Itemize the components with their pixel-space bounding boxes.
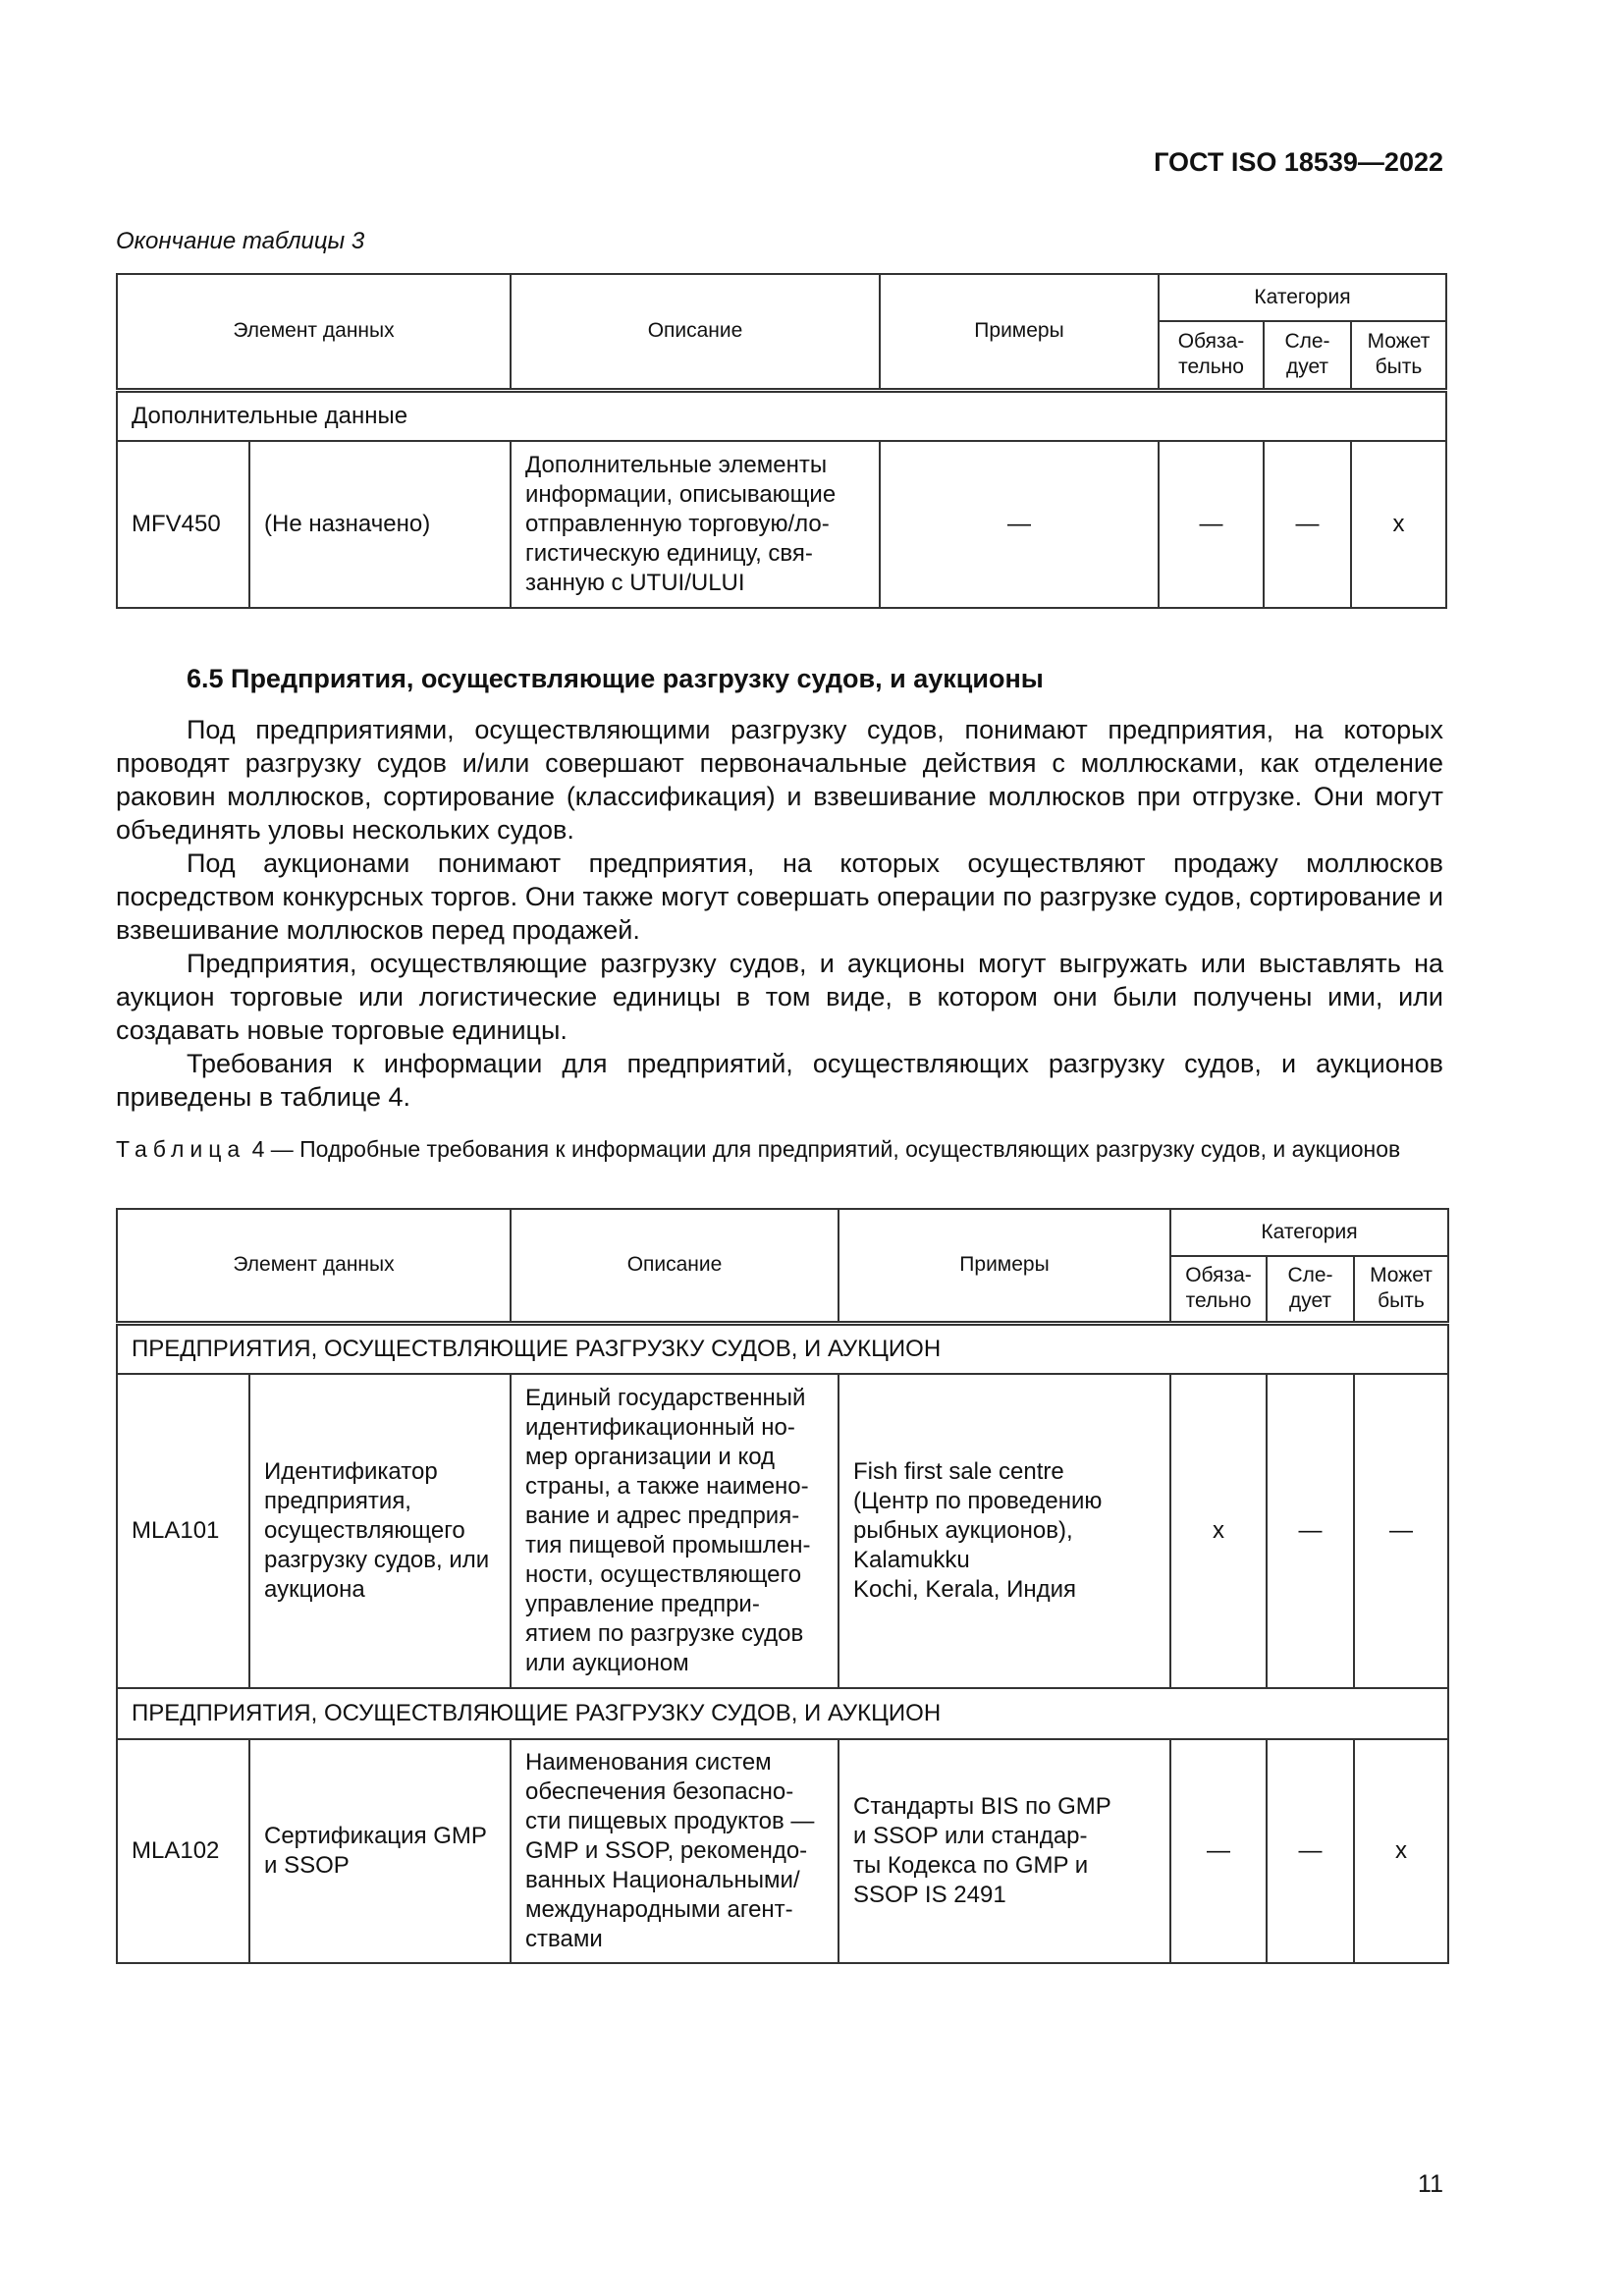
document-header-code: ГОСТ ISO 18539—2022: [1154, 147, 1443, 177]
table4-header-examples: Примеры: [839, 1209, 1170, 1323]
table4-caption-label: Таблица: [116, 1136, 246, 1162]
table-row: [117, 1739, 1448, 1963]
row-description: Дополнительные элементы информации, описывающие отправленную торговую/ло- гистическую единицу, свя- занную с UTUI/ULUI: [511, 441, 880, 608]
row-examples: Fish first sale centre (Центр по проведению рыбных аукционов), Kalamukku Kochi, Kerala, Индия: [839, 1374, 1170, 1688]
row-code: MLA101: [117, 1374, 249, 1688]
row-may: —: [1354, 1374, 1448, 1688]
row-examples: —: [880, 441, 1159, 608]
paragraph: Под предприятиями, осуществляющими разгрузку судов, понимают предприятия, на которых проводят разгрузку судов и/или совершают первоначальные действия с моллюсками, как отделение раковин моллюсков, сортирование (классификация) и взвешивание моллюсков при отгрузке. Они могут объединять уловы нескольких судов.: [116, 715, 1443, 845]
row-name: (Не назначено): [249, 441, 511, 608]
table3-section-label: Дополнительные данные: [117, 390, 1446, 441]
row-description: Единый государственный идентификационный но- мер организации и код страны, а также наимено- вание и адрес предприя- тия пищевой промышлен- ности, осуществляющего управление предпри- ятием по разгрузке судов или аукционом: [511, 1374, 839, 1688]
table4-section-label: ПРЕДПРИЯТИЯ, ОСУЩЕСТВЛЯЮЩИЕ РАЗГРУЗКУ СУДОВ, И АУКЦИОН: [117, 1323, 1448, 1374]
table3-caption: Окончание таблицы 3: [116, 228, 365, 254]
table3-header-element: Элемент данных: [117, 274, 511, 390]
row-should: —: [1267, 1374, 1354, 1688]
table4-section-label: ПРЕДПРИЯТИЯ, ОСУЩЕСТВЛЯЮЩИЕ РАЗГРУЗКУ СУДОВ, И АУКЦИОН: [117, 1688, 1448, 1739]
table3-header-should: Сле- дует: [1264, 321, 1351, 390]
table3-header-may: Может быть: [1351, 321, 1446, 390]
table4-header-should: Сле- дует: [1267, 1256, 1354, 1323]
row-may: x: [1354, 1739, 1448, 1963]
paragraph: Под аукционами понимают предприятия, на которых осуществляют продажу моллюсков посредством конкурсных торгов. Они также могут совершать операции по разгрузке судов, сортирование и взвешивание моллюсков перед продажей.: [116, 848, 1443, 945]
page-number: 11: [1418, 2170, 1443, 2198]
table4-caption: [116, 1135, 1443, 1163]
row-description: Наименования систем обеспечения безопасно- сти пищевых продуктов — GMP и SSOP, рекомендо- ванных Национальными/ международными агент- ствами: [511, 1739, 839, 1963]
row-code: MLA102: [117, 1739, 249, 1963]
table-row: [117, 1374, 1448, 1688]
table3-header-description: Описание: [511, 274, 880, 390]
row-mandatory: —: [1170, 1739, 1267, 1963]
row-examples: Стандарты BIS по GMP и SSOP или стандар- ты Кодекса по GMP и SSOP IS 2491: [839, 1739, 1170, 1963]
row-name: Идентификатор предприятия, осуществляющего разгрузку судов, или аукциона: [249, 1374, 511, 1688]
row-should: —: [1264, 441, 1351, 608]
table4-header-mandatory: Обяза- тельно: [1170, 1256, 1267, 1323]
section-title: 6.5 Предприятия, осуществляющие разгрузку судов, и аукционы: [187, 664, 1044, 693]
row-name: Сертификация GMP и SSOP: [249, 1739, 511, 1963]
table4-header-may: Может быть: [1354, 1256, 1448, 1323]
row-mandatory: —: [1159, 441, 1264, 608]
table-row: [117, 441, 1446, 608]
row-should: —: [1267, 1739, 1354, 1963]
table3: [116, 273, 1447, 609]
row-code: MFV450: [117, 441, 249, 608]
paragraph: Предприятия, осуществляющие разгрузку судов, и аукционы могут выгружать или выставлять на аукцион торговые или логистические единицы в том виде, в котором они были получены ими, или создавать новые торговые единицы.: [116, 949, 1443, 1045]
table4: [116, 1208, 1449, 1964]
section-body: [116, 713, 1443, 1114]
table4-caption-text: 4 — Подробные требования к информации для предприятий, осуществляющих разгрузку судов, и аукционов: [251, 1136, 1401, 1162]
table3-header-category: Категория: [1159, 274, 1446, 321]
row-may: x: [1351, 441, 1446, 608]
table4-header-description: Описание: [511, 1209, 839, 1323]
row-mandatory: x: [1170, 1374, 1267, 1688]
table4-header-element: Элемент данных: [117, 1209, 511, 1323]
table3-header-mandatory: Обяза- тельно: [1159, 321, 1264, 390]
paragraph: Требования к информации для предприятий, осуществляющих разгрузку судов, и аукционов приведены в таблице 4.: [116, 1049, 1443, 1112]
table4-header-category: Категория: [1170, 1209, 1448, 1256]
table3-header-examples: Примеры: [880, 274, 1159, 390]
